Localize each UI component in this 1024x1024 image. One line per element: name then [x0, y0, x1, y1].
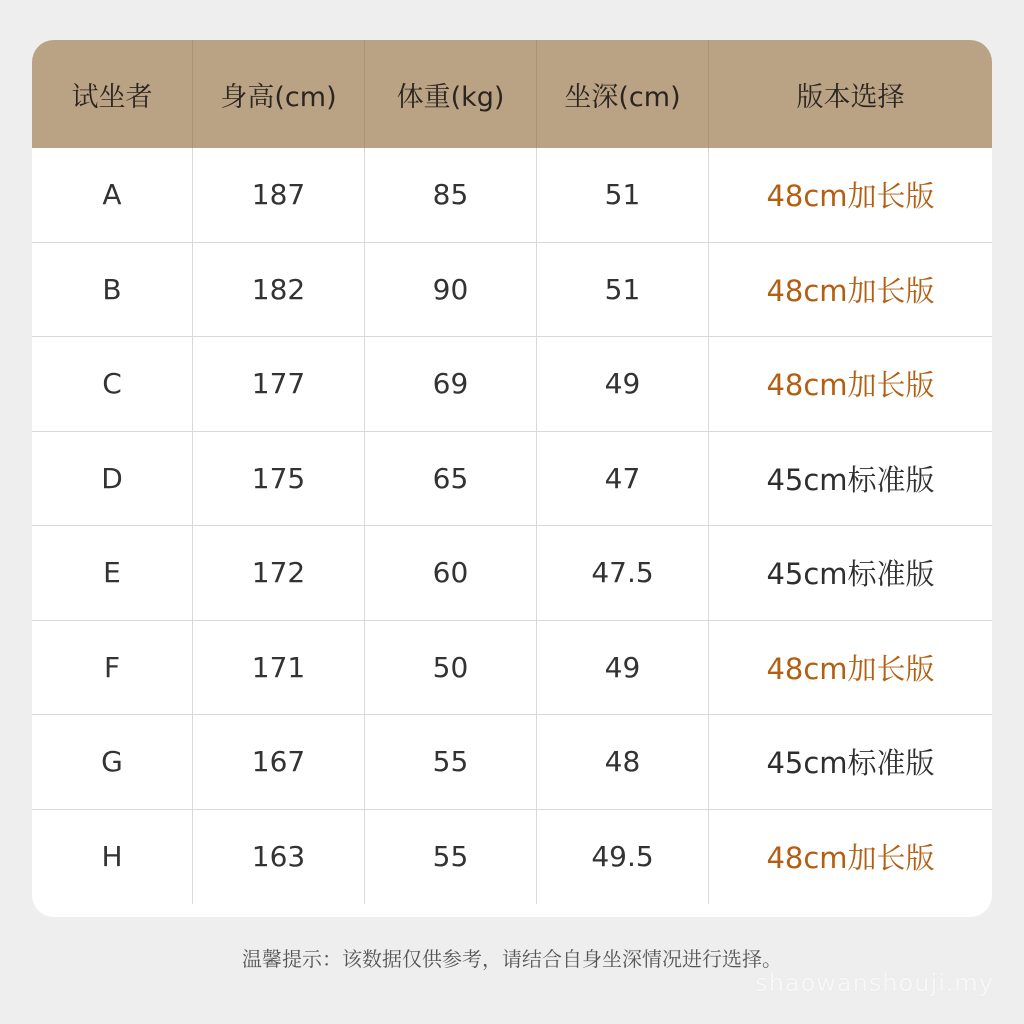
- cell-version: 45cm标准版: [766, 557, 935, 592]
- cell-weight: 85: [365, 148, 537, 242]
- cell-person: F: [32, 621, 193, 715]
- watermark: shaowanshouji.my: [755, 969, 994, 997]
- cell-height: 172: [193, 526, 365, 620]
- cell-seat-depth: 47: [537, 432, 709, 526]
- table-row: [32, 526, 992, 621]
- footer-note: 温馨提示：该数据仅供参考，请结合自身坐深情况进行选择。: [242, 947, 782, 971]
- header-person: 试坐者: [32, 40, 193, 148]
- table-row: [32, 337, 992, 432]
- cell-weight: 65: [365, 432, 537, 526]
- cell-seat-depth: 47.5: [537, 526, 709, 620]
- cell-version: 45cm标准版: [766, 462, 935, 497]
- cell-person: G: [32, 715, 193, 809]
- cell-height: 175: [193, 432, 365, 526]
- cell-version: 48cm加长版: [766, 273, 935, 308]
- cell-weight: 55: [365, 810, 537, 905]
- cell-person: C: [32, 337, 193, 431]
- cell-person: B: [32, 243, 193, 337]
- header-height: 身高(cm): [193, 40, 365, 148]
- table-header-row: [32, 40, 992, 148]
- cell-height: 171: [193, 621, 365, 715]
- cell-weight: 60: [365, 526, 537, 620]
- table-row: [32, 715, 992, 810]
- cell-person: H: [32, 810, 193, 905]
- cell-seat-depth: 48: [537, 715, 709, 809]
- cell-weight: 69: [365, 337, 537, 431]
- cell-version: 48cm加长版: [766, 651, 935, 686]
- cell-height: 187: [193, 148, 365, 242]
- cell-version: 48cm加长版: [766, 368, 935, 403]
- cell-person: D: [32, 432, 193, 526]
- cell-version: 45cm标准版: [766, 746, 935, 781]
- cell-height: 163: [193, 810, 365, 905]
- cell-weight: 55: [365, 715, 537, 809]
- cell-seat-depth: 51: [537, 243, 709, 337]
- table-row: [32, 810, 992, 905]
- seat-depth-table: [32, 40, 992, 917]
- cell-weight: 50: [365, 621, 537, 715]
- cell-height: 182: [193, 243, 365, 337]
- cell-seat-depth: 51: [537, 148, 709, 242]
- cell-person: E: [32, 526, 193, 620]
- cell-height: 177: [193, 337, 365, 431]
- cell-version: 48cm加长版: [766, 841, 935, 876]
- cell-seat-depth: 49: [537, 621, 709, 715]
- table-row: [32, 148, 992, 243]
- header-version: 版本选择: [796, 81, 905, 113]
- cell-height: 167: [193, 715, 365, 809]
- cell-seat-depth: 49.5: [537, 810, 709, 905]
- table-row: [32, 621, 992, 716]
- cell-weight: 90: [365, 243, 537, 337]
- cell-seat-depth: 49: [537, 337, 709, 431]
- cell-person: A: [32, 148, 193, 242]
- header-seat-depth: 坐深(cm): [537, 40, 709, 148]
- header-weight: 体重(kg): [365, 40, 537, 148]
- table-row: [32, 243, 992, 338]
- table-row: [32, 432, 992, 527]
- cell-version: 48cm加长版: [766, 179, 935, 214]
